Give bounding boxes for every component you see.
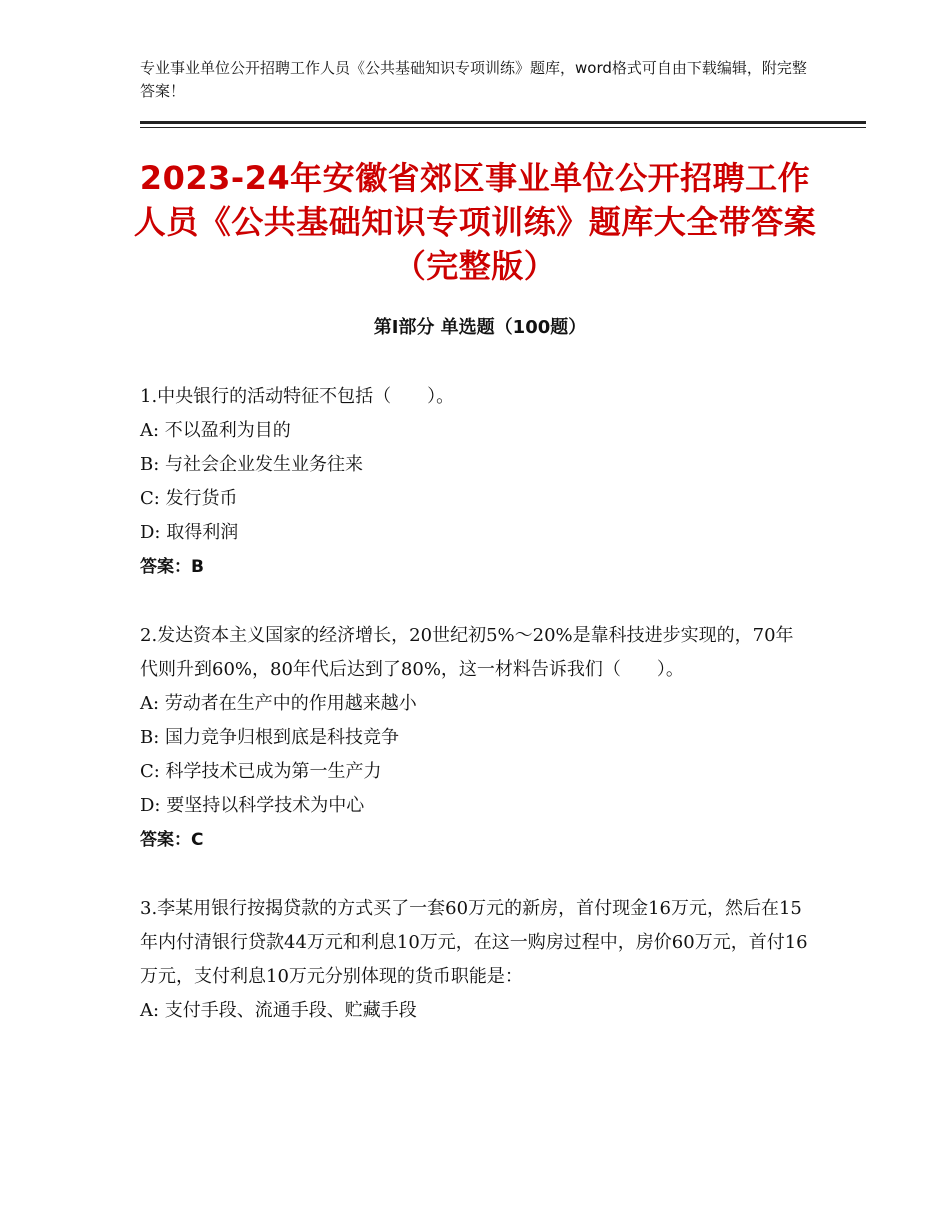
- option-c: C: 科学技术已成为第一生产力: [140, 761, 382, 782]
- option-b: B: 国力竞争归根到底是科技竞争: [140, 727, 400, 748]
- header-rule-thin: [140, 127, 866, 128]
- header-rule-thick: [140, 121, 866, 124]
- question-stem: 3.李某用银行按揭贷款的方式买了一套60万元的新房，首付现金16万元，然后在15年内付清银行贷款44万元和利息10万元，在这一购房过程中，房价60万元，首付16万元，支付利息10万元分别体现的货币职能是：: [140, 898, 808, 987]
- section-title: 第Ⅰ部分 单选题（100题）: [373, 317, 587, 338]
- question-stem: 2.发达资本主义国家的经济增长，20世纪初5%～20%是靠科技进步实现的，70年代则升到60%，80年代后达到了80%，这一材料告诉我们（ ）。: [140, 625, 794, 680]
- option-d: D: 要坚持以科学技术为中心: [140, 795, 365, 816]
- option-d: D: 取得利润: [140, 522, 239, 543]
- option-a: A: 支付手段、流通手段、贮藏手段: [140, 1000, 417, 1021]
- option-a: A: 劳动者在生产中的作用越来越小: [140, 693, 417, 714]
- option-a: A: 不以盈利为目的: [140, 420, 291, 441]
- question-list: [140, 380, 810, 1063]
- answer-line: 答案：B: [140, 557, 204, 577]
- question-1: [140, 380, 810, 584]
- option-c: C: 发行货币: [140, 488, 238, 509]
- question-3: [140, 892, 810, 1028]
- question-2: [140, 619, 810, 857]
- answer-line: 答案：C: [140, 830, 204, 850]
- option-b: B: 与社会企业发生业务往来: [140, 454, 364, 475]
- header-note: 专业事业单位公开招聘工作人员《公共基础知识专项训练》题库，word格式可自由下载编辑，附完整答案！: [140, 59, 807, 100]
- question-stem: 1.中央银行的活动特征不包括（ ）。: [140, 386, 455, 407]
- document-title: 2023-24年安徽省郊区事业单位公开招聘工作人员《公共基础知识专项训练》题库大全带答案（完整版）: [133, 159, 817, 285]
